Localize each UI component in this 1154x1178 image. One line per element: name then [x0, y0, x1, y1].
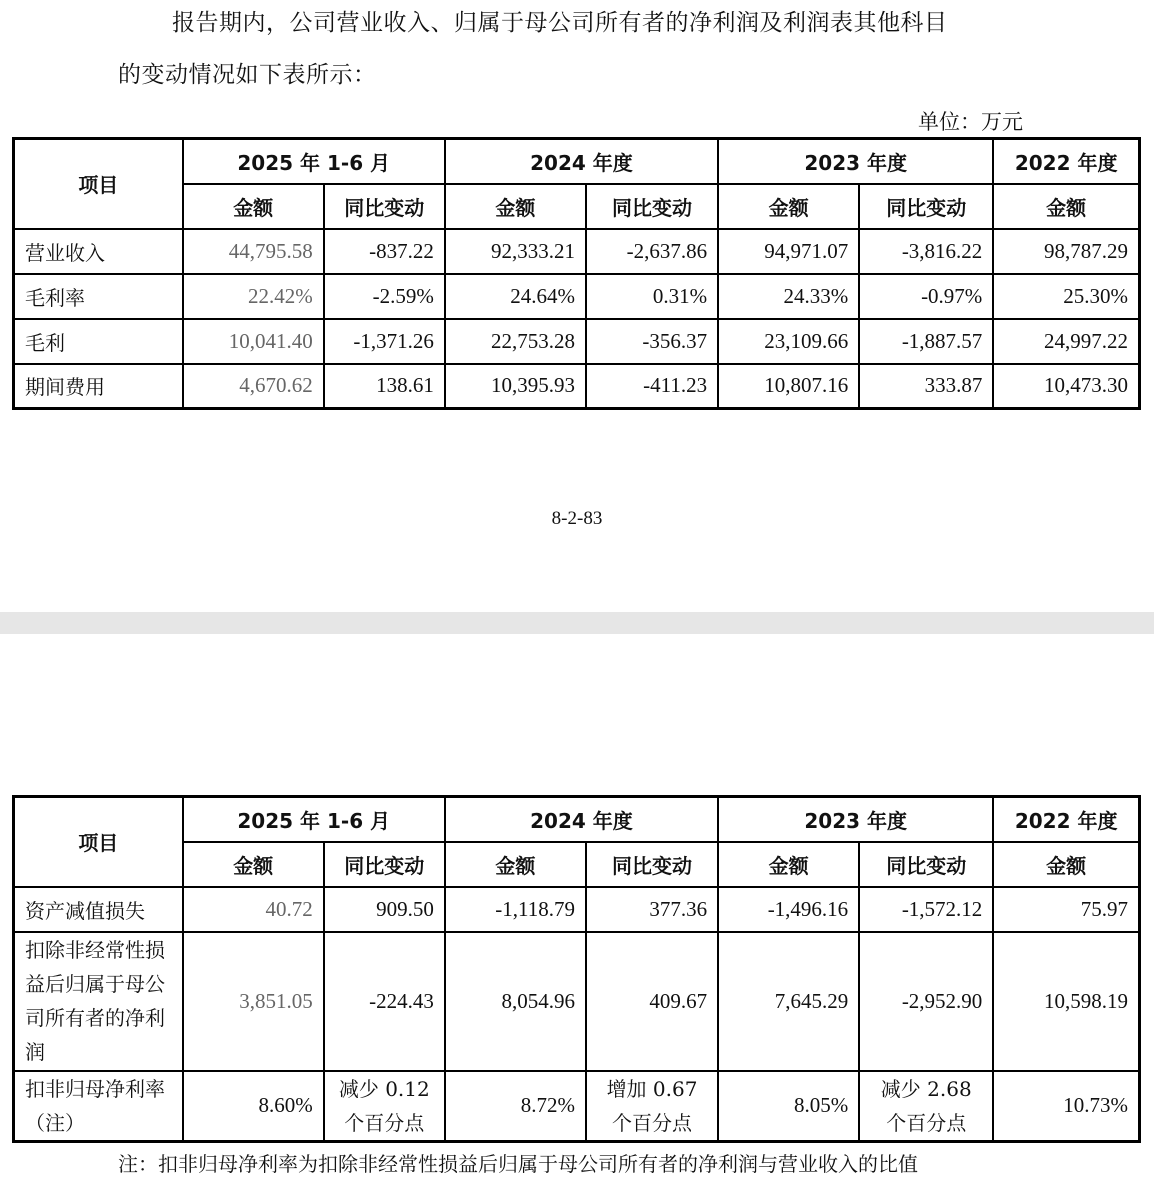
header-period-2023: 2023 年度: [718, 797, 993, 842]
cell: -1,887.57: [859, 319, 993, 364]
header-item: 项目: [14, 139, 183, 229]
header-period-2022: 2022 年度: [993, 797, 1139, 842]
header-amount: 金额: [445, 184, 586, 229]
row-label: 毛利: [14, 319, 183, 364]
header-period-2025h1: 2025 年 1-6 月: [183, 797, 445, 842]
page-separator: [0, 612, 1154, 634]
cell: -2.59%: [324, 274, 445, 319]
cell: 10,598.19: [993, 932, 1139, 1071]
cell: 377.36: [586, 887, 718, 932]
unit-label: 单位：万元: [918, 110, 1023, 134]
header-amount: 金额: [993, 842, 1139, 887]
row-label: 扣非归母净利率（注）: [14, 1071, 183, 1142]
header-yoy: 同比变动: [586, 184, 718, 229]
header-yoy: 同比变动: [586, 842, 718, 887]
table-row: [14, 887, 1140, 932]
cell: 8.60%: [183, 1071, 324, 1142]
cell: 22,753.28: [445, 319, 586, 364]
table-row: [14, 319, 1140, 364]
header-amount: 金额: [445, 842, 586, 887]
cell: 24.64%: [445, 274, 586, 319]
cell: 8.05%: [718, 1071, 859, 1142]
cell: 22.42%: [183, 274, 324, 319]
table-row: [14, 364, 1140, 409]
cell: -0.97%: [859, 274, 993, 319]
row-label: 营业收入: [14, 229, 183, 274]
header-item: 项目: [14, 797, 183, 887]
row-label: 期间费用: [14, 364, 183, 409]
cell: -356.37: [586, 319, 718, 364]
cell: 94,971.07: [718, 229, 859, 274]
cell: -411.23: [586, 364, 718, 409]
table-row: [14, 932, 1140, 1071]
cell: 8.72%: [445, 1071, 586, 1142]
intro-line-1: 报告期内，公司营业收入、归属于母公司所有者的净利润及利润表其他科目: [172, 10, 948, 36]
cell: 减少 2.68 个百分点: [859, 1071, 993, 1142]
header-yoy: 同比变动: [859, 842, 993, 887]
header-period-2024: 2024 年度: [445, 797, 718, 842]
header-amount: 金额: [718, 184, 859, 229]
cell: 333.87: [859, 364, 993, 409]
cell: 3,851.05: [183, 932, 324, 1071]
cell: -1,496.16: [718, 887, 859, 932]
cell: 8,054.96: [445, 932, 586, 1071]
page-number: 8-2-83: [551, 508, 603, 529]
cell: -1,371.26: [324, 319, 445, 364]
cell: -2,952.90: [859, 932, 993, 1071]
cell: 25.30%: [993, 274, 1139, 319]
cell: 40.72: [183, 887, 324, 932]
cell: 增加 0.67 个百分点: [586, 1071, 718, 1142]
income-table-2: [12, 795, 1141, 1143]
cell: 75.97: [993, 887, 1139, 932]
cell: 44,795.58: [183, 229, 324, 274]
header-yoy: 同比变动: [324, 842, 445, 887]
cell: 10,041.40: [183, 319, 324, 364]
income-table-1: [12, 137, 1141, 410]
cell: 4,670.62: [183, 364, 324, 409]
table-row: [14, 274, 1140, 319]
cell: 10,473.30: [993, 364, 1139, 409]
cell: -837.22: [324, 229, 445, 274]
cell: 24,997.22: [993, 319, 1139, 364]
cell: -2,637.86: [586, 229, 718, 274]
header-period-2024: 2024 年度: [445, 139, 718, 184]
cell: 10.73%: [993, 1071, 1139, 1142]
cell: -3,816.22: [859, 229, 993, 274]
intro-line-2: 的变动情况如下表所示：: [118, 62, 377, 88]
header-period-2025h1: 2025 年 1-6 月: [183, 139, 445, 184]
cell: 909.50: [324, 887, 445, 932]
cell: -224.43: [324, 932, 445, 1071]
cell: -1,572.12: [859, 887, 993, 932]
cell: 92,333.21: [445, 229, 586, 274]
row-label: 扣除非经常性损益后归属于母公司所有者的净利润: [14, 932, 183, 1071]
cell: 减少 0.12 个百分点: [324, 1071, 445, 1142]
table-row: [14, 229, 1140, 274]
header-yoy: 同比变动: [324, 184, 445, 229]
cell: -1,118.79: [445, 887, 586, 932]
row-label: 资产减值损失: [14, 887, 183, 932]
cell: 138.61: [324, 364, 445, 409]
footnote: 注：扣非归母净利率为扣除非经常性损益后归属于母公司所有者的净利润与营业收入的比值: [118, 1152, 918, 1176]
cell: 23,109.66: [718, 319, 859, 364]
row-label: 毛利率: [14, 274, 183, 319]
table-row: [14, 1071, 1140, 1142]
cell: 0.31%: [586, 274, 718, 319]
header-amount: 金额: [718, 842, 859, 887]
header-period-2022: 2022 年度: [993, 139, 1139, 184]
header-yoy: 同比变动: [859, 184, 993, 229]
header-amount: 金额: [993, 184, 1139, 229]
header-period-2023: 2023 年度: [718, 139, 993, 184]
cell: 10,395.93: [445, 364, 586, 409]
cell: 24.33%: [718, 274, 859, 319]
cell: 409.67: [586, 932, 718, 1071]
cell: 7,645.29: [718, 932, 859, 1071]
cell: 10,807.16: [718, 364, 859, 409]
header-amount: 金额: [183, 842, 324, 887]
header-amount: 金额: [183, 184, 324, 229]
cell: 98,787.29: [993, 229, 1139, 274]
